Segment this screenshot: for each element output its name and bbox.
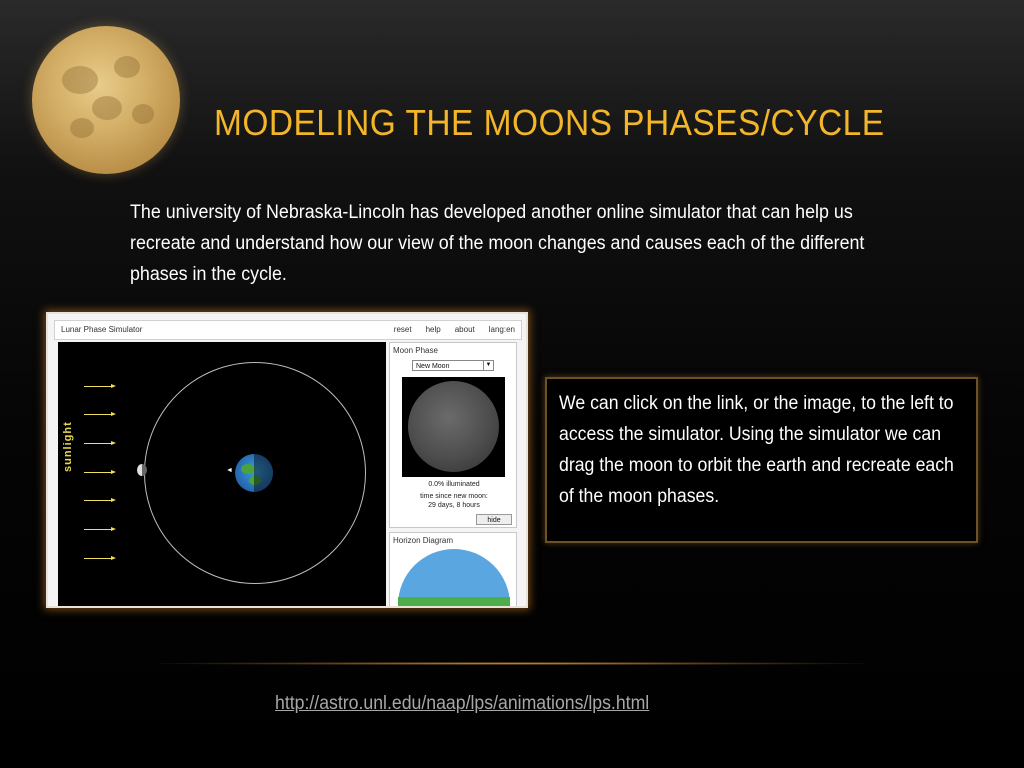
simulator-menu <box>394 325 515 334</box>
help-link[interactable]: help <box>425 325 441 334</box>
intro-text: The university of Nebraska-Lincoln has developed another online simulator that can help us recreate and understand how our view of the moon changes and causes each of the different phases in the cycle. <box>130 202 865 285</box>
full-moon-image <box>32 26 180 174</box>
simulator-header <box>54 320 522 340</box>
moon-phase-select-value: New Moon <box>416 363 450 370</box>
time-since-value: 29 days, 8 hours <box>428 502 480 509</box>
sunlight-label: sunlight <box>62 421 74 472</box>
moon-phase-select[interactable] <box>412 360 494 371</box>
simulator-title: Lunar Phase Simulator <box>61 325 143 334</box>
moon-phase-view <box>402 377 505 477</box>
time-since-label: time since new moon: <box>420 493 488 500</box>
earth-icon <box>235 454 273 492</box>
simulator-screenshot[interactable] <box>46 312 528 608</box>
sunlight-arrow-icon <box>84 472 112 473</box>
simulator-link[interactable]: http://astro.unl.edu/naap/lps/animations/lps.html <box>275 693 650 714</box>
callout-text: We can click on the link, or the image, to the left to access the simulator. Using the simulator we can drag the moon to orbit the earth and recreate each of the moon phases. <box>559 393 954 507</box>
illumination-text: 0.0% illuminated <box>428 481 480 488</box>
slide-title: MODELING THE MOONS PHASES/CYCLE <box>214 102 885 143</box>
sunlight-arrow-icon <box>84 558 112 559</box>
hide-button[interactable]: hide <box>476 514 512 525</box>
about-link[interactable]: about <box>454 325 475 334</box>
moon-phase-panel <box>389 342 517 528</box>
horizon-diagram-panel <box>389 532 517 608</box>
language-link[interactable]: lang:en <box>488 325 515 334</box>
callout-box <box>545 377 978 543</box>
new-moon-image <box>408 381 499 472</box>
orbit-view[interactable] <box>58 342 386 606</box>
divider <box>160 662 864 665</box>
sunlight-arrow-icon <box>84 414 112 415</box>
sunlight-arrow-icon <box>84 386 112 387</box>
chevron-down-icon: ▼ <box>483 361 493 370</box>
sunlight-arrow-icon <box>84 529 112 530</box>
horizon-diagram <box>398 549 510 608</box>
observer-icon: ◄ <box>226 467 233 474</box>
reset-link[interactable]: reset <box>393 325 412 334</box>
ground-plane <box>398 597 510 608</box>
horizon-diagram-title: Horizon Diagram <box>393 536 454 545</box>
sunlight-arrow-icon <box>84 500 112 501</box>
draggable-moon-icon[interactable] <box>137 464 147 476</box>
moon-phase-panel-title: Moon Phase <box>393 346 438 355</box>
sunlight-arrow-icon <box>84 443 112 444</box>
